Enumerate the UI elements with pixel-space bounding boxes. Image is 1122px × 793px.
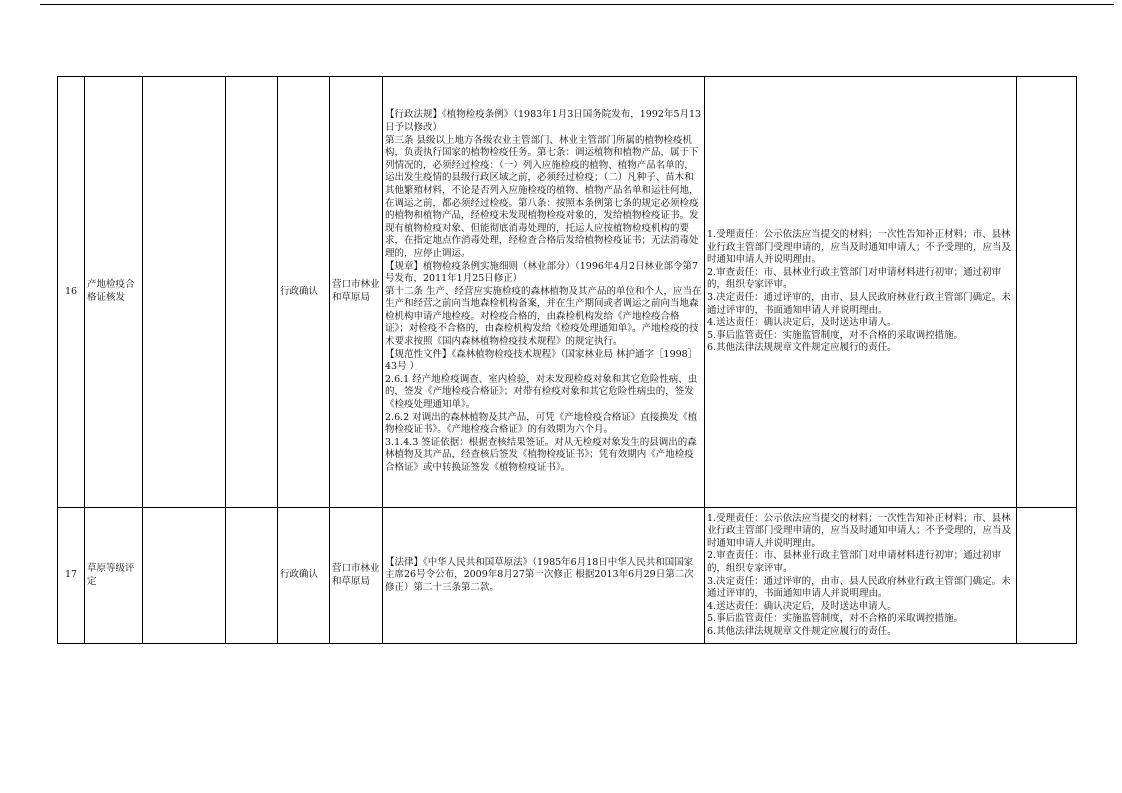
empty-cell — [226, 77, 278, 508]
legal-basis-paragraph: 第三条 县级以上地方各级农业主管部门、林业主管部门所属的植物检疫机构，负责执行国家的植物检疫任务。第七条：调运植物和植物产品，属于下列情况的，必须经过检疫：（一）列入应施检疫的植物、植物产品名单的，运出发生疫情的县级行政区域之前，必须经过检疫；（二）凡种子、苗木和其他繁殖材料，不论是否列入应施检疫的植物、植物产品名单和运往何地，在调运之前，都必须经过检疫。第八条：按照本条例第七条的规定必须检疫的植物和植物产品，经检疫未发现植物检疫对象的，发给植物检疫证书。发现有植物检疫对象、但能彻底消毒处理的，托运人应按植物检疫机构的要求，在指定地点作消毒处理，经检查合格后发给植物检疫证书；无法消毒处理的，应停止调运。 — [385, 134, 699, 259]
responsibility-list — [705, 508, 1017, 644]
table-row — [58, 508, 1077, 644]
sub-item-name — [143, 77, 226, 508]
sub-item-name — [143, 508, 226, 644]
legal-basis — [383, 77, 705, 508]
responsibility-item: 1.受理责任：公示依法应当提交的材料；一次性告知补正材料；市、县林业行政主管部门受理申请的，应当及时通知申请人；不予受理的，应当及时通知申请人并说明理由。 — [707, 229, 1012, 266]
remark — [1017, 508, 1077, 644]
legal-basis-paragraph: 【法律】《中华人民共和国草原法》（1985年6月18日中华人民共和国国家主席26号令公布，2009年8月27第一次修正 根据2013年6月29日第二次修正）第二十三条第二款。 — [385, 556, 694, 593]
row-number: 16 — [58, 77, 85, 508]
responsibility-item: 2.审查责任：市、县林业行政主管部门对申请材料进行初审；通过初审的，组织专家评审。 — [707, 550, 1002, 574]
responsibility-item: 4.送达责任：确认决定后，及时送达申请人。 — [707, 317, 897, 329]
item-type: 行政确认 — [278, 508, 330, 644]
legal-basis-paragraph: 【行政法规】《植物检疫条例》（1983年1月3日国务院发布，1992年5月13日予以修改） — [385, 109, 702, 133]
responsibility-item: 3.决定责任：通过评审的，由市、县人民政府林业行政主管部门确定。未通过评审的，书面通知申请人并说明理由。 — [707, 292, 1011, 316]
legal-basis-paragraph: 2.6.2 对调出的森林植物及其产品，可凭《产地检疫合格证》直接换发《植物检疫证书》。《产地检疫合格证》的有效期为六个月。 — [385, 411, 698, 436]
implementing-authority: 营口市林业和草原局 — [330, 77, 383, 508]
item-name: 草原等级评定 — [85, 508, 143, 644]
power-list-table — [57, 76, 1077, 644]
legal-basis-paragraph: 【规章】植物检疫条例实施细则（林业部分）（1996年4月2日林业部令第7号发布，2011年1月25日修正） — [385, 260, 699, 285]
implementing-authority: 营口市林业和草原局 — [330, 508, 383, 644]
responsibility-item: 3.决定责任：通过评审的，由市、县人民政府林业行政主管部门确定。未通过评审的，书面通知申请人并说明理由。 — [707, 575, 1011, 600]
responsibility-item: 5.事后监管责任：实施监管制度，对不合格的采取调控措施。 — [707, 329, 964, 341]
legal-basis — [383, 508, 705, 644]
item-name: 产地检疫合格证核发 — [85, 77, 143, 508]
responsibility-item: 6.其他法律法规规章文件规定应履行的责任。 — [707, 625, 897, 637]
responsibility-item: 5.事后监管责任：实施监管制度，对不合格的采取调控措施。 — [707, 613, 964, 625]
responsibility-item: 4.送达责任：确认决定后，及时送达申请人。 — [707, 600, 897, 612]
legal-basis-paragraph: 第十二条 生产、经营应实施检疫的森林植物及其产品的单位和个人，应当在生产和经营之前向当地森检机构备案，并在生产期间或者调运之前向当地森检机构申请产地检疫。对检疫合格的，由森检机构发给《产地检疫合格证》；对检疫不合格的，由森检机构发给《检疫处理通知单》。产地检疫的技术要求按照《国内森林植物检疫技术规程》的规定执行。 — [385, 285, 702, 348]
page-top-rule — [40, 4, 1114, 5]
legal-basis-paragraph: 3.1.4.3 签证依据：根据查核结果签证。对从无检疫对象发生的县调出的森林植物及其产品，经查核后签发《植物检疫证书》；凭有效期内《产地检疫合格证》或中转换证签发《植物检疫证书》。 — [385, 436, 697, 474]
responsibility-item: 6.其他法律法规规章文件规定应履行的责任。 — [707, 342, 897, 354]
legal-basis-paragraph: 2.6.1 经产地检疫调查、室内检验，对未发现检疫对象和其它危险性病、虫的，签发《产地检疫合格证》；对带有检疫对象和其它危险性病虫的，签发《检疫处理通知单》。 — [385, 373, 698, 411]
table-row — [58, 77, 1077, 508]
remark — [1017, 77, 1077, 508]
row-number: 17 — [58, 508, 85, 644]
item-type: 行政确认 — [278, 77, 330, 508]
legal-basis-paragraph: 【规范性文件】《森林植物检疫技术规程》（国家林业局 林护通字［1998］43号 ） — [385, 348, 698, 373]
responsibility-item: 2.审查责任：市、县林业行政主管部门对申请材料进行初审；通过初审的，组织专家评审。 — [707, 266, 1002, 291]
responsibility-list — [705, 77, 1017, 508]
responsibility-item: 1.受理责任：公示依法应当提交的材料；一次性告知补正材料；市、县林业行政主管部门受理申请的，应当及时通知申请人；不予受理的，应当及时通知申请人并说明理由。 — [707, 512, 1012, 549]
empty-cell — [226, 508, 278, 644]
